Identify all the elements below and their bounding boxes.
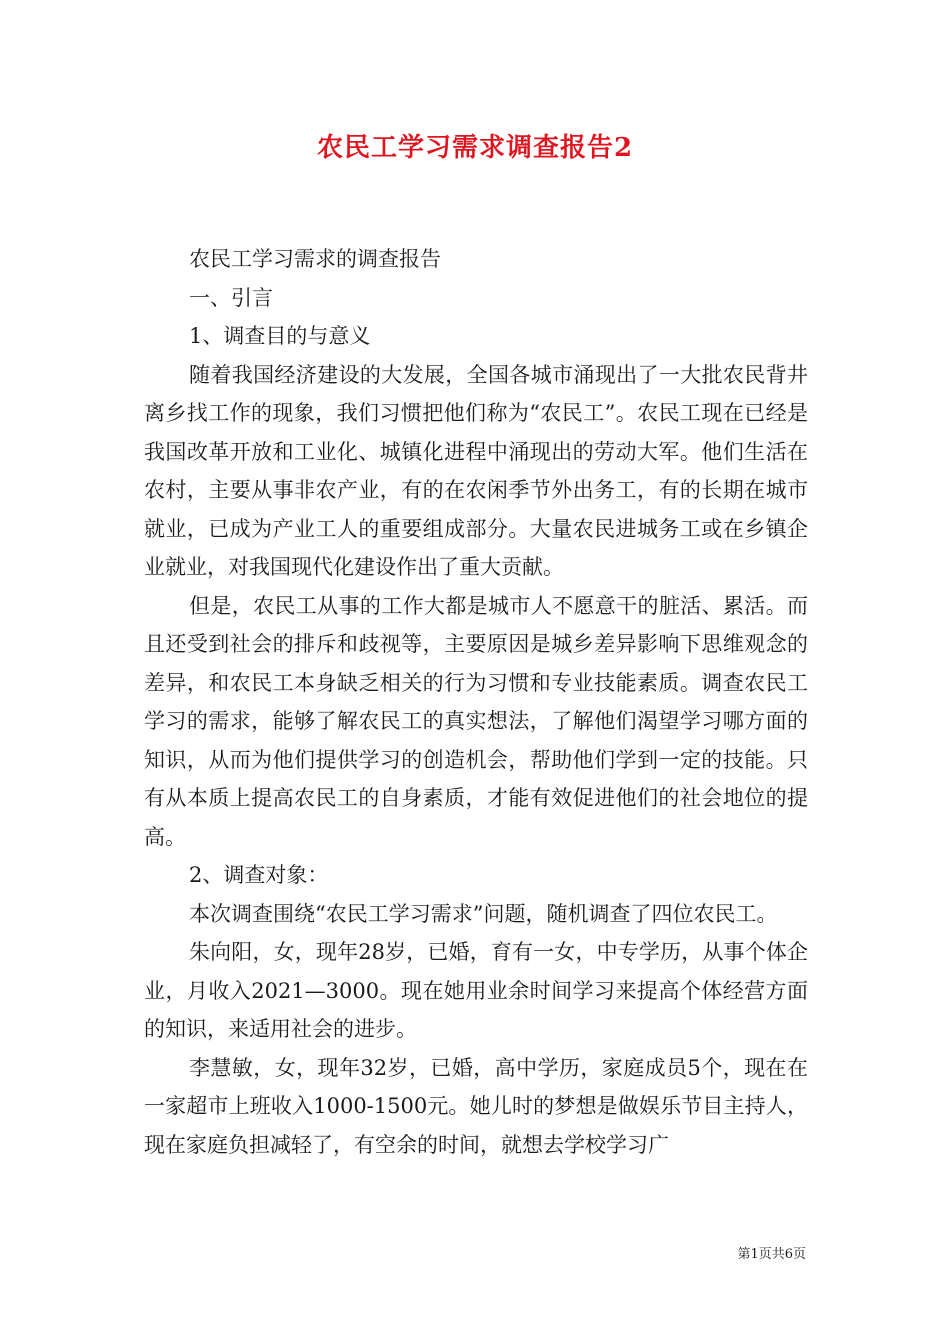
paragraph-background: 随着我国经济建设的大发展，全国各城市涌现出了一大批农民背井离乡找工作的现象，我们习惯把他们称为“农民工”。农民工现在已经是我国改革开放和工业化、城镇化进程中涌现出的劳动大军。他们生活在农村，主要从事非农产业，有的在农闲季节外出务工，有的长期在城市就业，已成为产业工人的重要组成部分。大量农民进城务工或在乡镇企业就业，对我国现代化建设作出了重大贡献。 bbox=[144, 362, 808, 579]
paragraph-problems: 但是，农民工从事的工作大都是城市人不愿意干的脏活、累活。而且还受到社会的排斥和歧视等，主要原因是城乡差异影响下思维观念的差异，和农民工本身缺乏相关的行为习惯和专业技能素质。调查农民工学习的需求，能够了解农民工的真实想法，了解他们渴望学习哪方面的知识，从而为他们提供学习的创造机会，帮助他们学到一定的技能。只有从本质上提高农民工的自身素质，才能有效促进他们的社会地位的提高。 bbox=[144, 593, 808, 849]
subsection-heading-purpose: 1、调查目的与意义 bbox=[189, 324, 371, 348]
page-title: 农民工学习需求调查报告2 bbox=[316, 133, 634, 163]
paragraph-survey-scope: 本次调查围绕“农民工学习需求”问题，随机调查了四位农民工。 bbox=[189, 901, 778, 926]
section-heading-intro: 一、引言 bbox=[189, 285, 273, 310]
subsection-heading-subjects: 2、调查对象： bbox=[189, 863, 329, 887]
report-subtitle: 农民工学习需求的调查报告 bbox=[189, 247, 441, 271]
paragraph-subject-zhu: 朱向阳，女，现年28岁，已婚，育有一女，中专学历，从事个体企业，月收入2021—3000。现在她用业余时间学习来提高个体经营方面的知识，来适用社会的进步。 bbox=[144, 940, 808, 1041]
page-number-footer: 第1页共6页 bbox=[737, 1247, 806, 1262]
document-body bbox=[144, 240, 808, 1164]
paragraph-subject-li: 李慧敏，女，现年32岁，已婚，高中学历，家庭成员5个，现在在一家超市上班收入1000-1500元。她儿时的梦想是做娱乐节目主持人，现在家庭负担减轻了，有空余的时间，就想去学校学习广 bbox=[144, 1055, 808, 1157]
